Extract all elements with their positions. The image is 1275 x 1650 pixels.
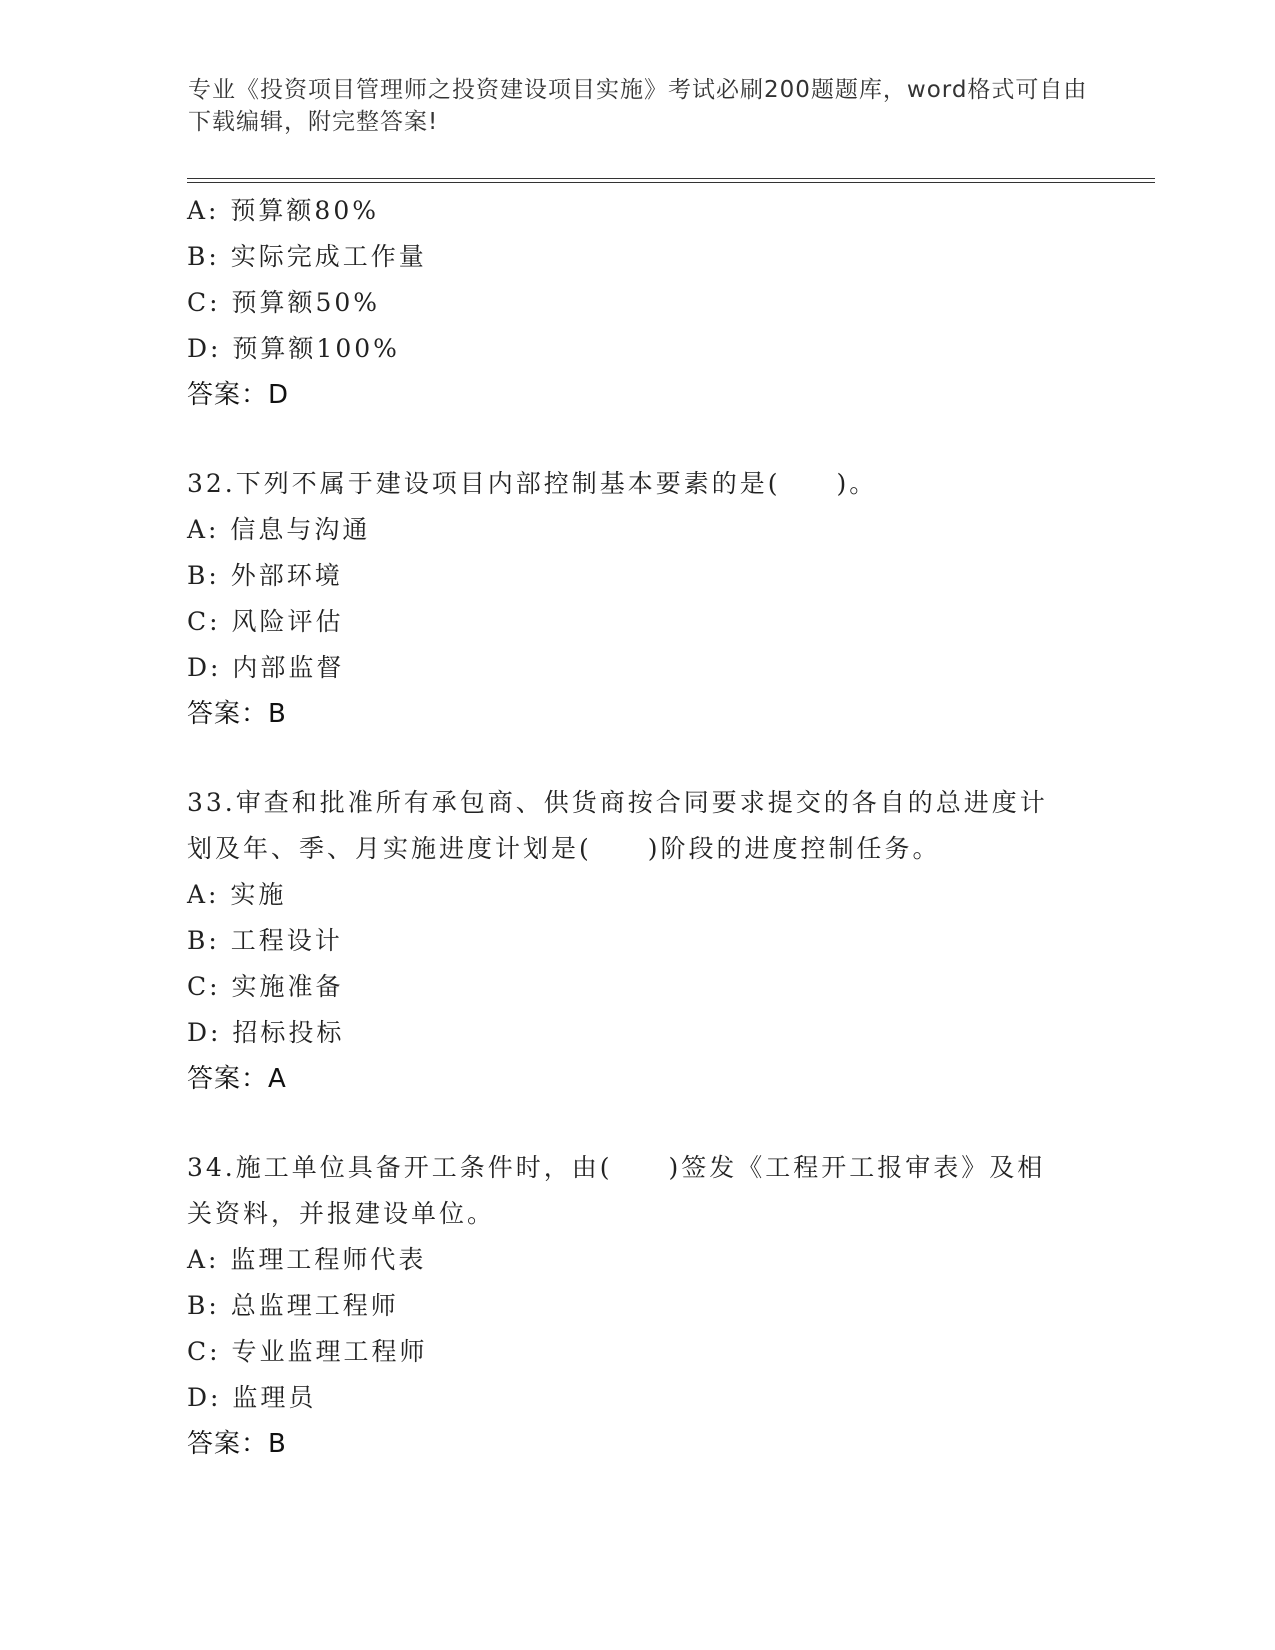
option-a: A: 实施 — [187, 880, 287, 909]
question-block — [187, 780, 1087, 1102]
question-block — [187, 188, 1087, 418]
option-a: A: 监理工程师代表 — [187, 1245, 427, 1274]
option-c: C: 实施准备 — [187, 972, 344, 1001]
option-d: D: 内部监督 — [187, 653, 345, 682]
option-b: B: 总监理工程师 — [187, 1291, 399, 1320]
option-c: C: 专业监理工程师 — [187, 1337, 428, 1366]
option-d: D: 监理员 — [187, 1383, 317, 1412]
answer-line: 答案：D — [187, 380, 290, 410]
question-block — [187, 1145, 1087, 1467]
document-header: 专业《投资项目管理师之投资建设项目实施》考试必刷200题题库，word格式可自由下载编辑，附完整答案! — [188, 77, 1088, 135]
answer-line: 答案：B — [187, 1429, 287, 1459]
answer-line: 答案：A — [187, 1064, 287, 1094]
option-d: D: 预算额100% — [187, 334, 400, 363]
option-b: B: 工程设计 — [187, 926, 343, 955]
option-b: B: 实际完成工作量 — [187, 242, 427, 271]
option-c: C: 预算额50% — [187, 288, 381, 317]
question-block — [187, 461, 1087, 737]
question-text: 32.下列不属于建设项目内部控制基本要素的是( )。 — [187, 469, 878, 498]
option-a: A: 信息与沟通 — [187, 515, 371, 544]
option-d: D: 招标投标 — [187, 1018, 345, 1047]
option-b: B: 外部环境 — [187, 561, 343, 590]
question-text: 34.施工单位具备开工条件时，由( )签发《工程开工报审表》及相关资料，并报建设单位。 — [187, 1153, 1046, 1228]
option-c: C: 风险评估 — [187, 607, 344, 636]
answer-line: 答案：B — [187, 699, 287, 729]
header-divider — [187, 178, 1155, 183]
question-list — [187, 188, 1087, 1467]
option-a: A: 预算额80% — [187, 196, 379, 225]
question-text: 33.审查和批准所有承包商、供货商按合同要求提交的各自的总进度计划及年、季、月实施进度计划是( )阶段的进度控制任务。 — [187, 788, 1048, 863]
